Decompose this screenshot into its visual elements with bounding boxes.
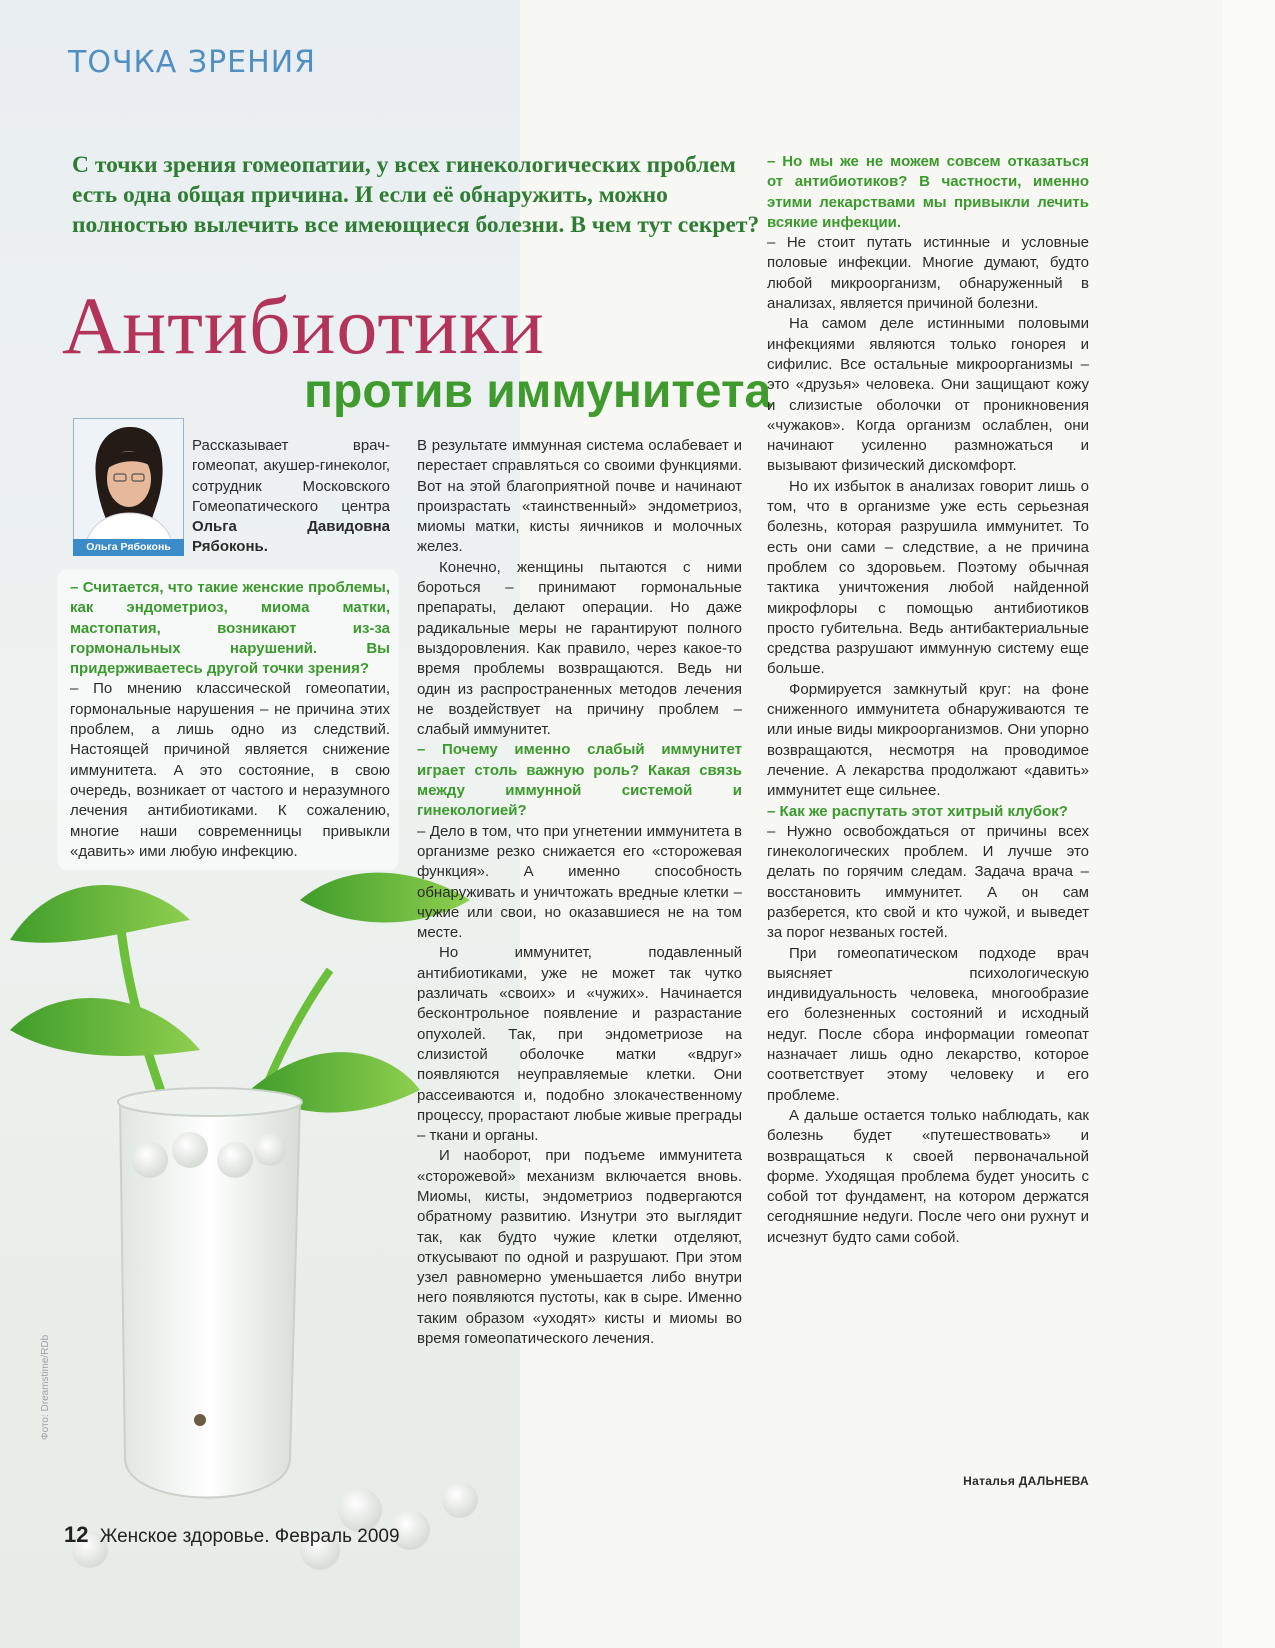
- paragraph: На самом деле истинными половыми инфекциями являются только гонорея и сифилис. Все остальные микроорганизмы – это «друзья» человека. Они защищают кожу и слизистые оболочки от проникновения «чужаков». Когда организм ослаблен, они начинают усиленно размножаться и вызывают физический дискомфорт.: [767, 315, 1089, 475]
- photo-credit: Фото: Dreamstime/RDb: [40, 1334, 51, 1440]
- paragraph: Конечно, женщины пытаются с ними бороться – принимают гормональные препараты, делают операции. Но даже радикальные меры не гарантируют полного выздоровления. Как правило, через какое-то время проблемы возвращаются. Ведь ни один из распространенных методов лечения не воздействует на причину проблем – слабый иммунитет.: [417, 558, 742, 739]
- intro-text: [192, 436, 390, 558]
- answer-3: – Не стоит путать истинные и условные половые инфекции. Многие думают, будто любой микроорганизм, обнаруженный в анализах, является причиной болезни.: [767, 234, 1089, 313]
- page-footer: [64, 1522, 400, 1548]
- headline-line1: Антибиотики: [62, 280, 545, 371]
- paragraph: И наоборот, при подъеме иммунитета «сторожевой» механизм включается вновь. Миомы, кисты, эндометриоз подвергаются обратному развитию. Изнутри это выглядит так, как будто чужие клетки отделяют, откусывают по одной и разрушают. При этом узел равномерно уменьшается либо внутри него появляются пустоты, как в сыре. Именно таким образом «уходят» кисты и миомы во время гомеопатического лечения.: [417, 1147, 742, 1348]
- page-number: 12: [64, 1522, 89, 1547]
- article-column-2: [417, 436, 742, 1349]
- question-4: – Как же распутать этот хитрый клубок?: [767, 802, 1068, 820]
- article-column-1: [70, 578, 390, 862]
- lead-paragraph: С точки зрения гомеопатии, у всех гинекологических проблем есть одна общая причина. И если её обнаружить, можно полностью вылечить все имеющиеся болезни. В чем тут секрет?: [72, 152, 760, 238]
- paragraph: А дальше остается только наблюдать, как болезнь будет «путешествовать» и возвращаться к своей первоначальной форме. Уходящая проблема будет уносить с собой тот фундамент, на котором держатся сегодняшние недуги. После чего они рухнут и исчезнут будто сами собой.: [767, 1106, 1089, 1246]
- intro-body: Рассказывает врач-гомеопат, акушер-гинеколог, сотрудник Московского Гомеопатического центра: [192, 437, 390, 515]
- article-column-3: [767, 152, 1089, 1248]
- paragraph: В результате иммунная система ослабевает и перестает справляться со своими функциями. Вот на этой благоприятной почве и начинают произрастать «таинственный» эндометриоз, миомы матки, кисты яичников и молочных желез.: [417, 437, 742, 556]
- paragraph: Формируется замкнутый круг: на фоне сниженного иммунитета обнаруживаются те или иные виды микроорганизмов. Они упорно возвращаются, несмотря на проводимое лечение. А лекарства продолжают «давить» иммунитет еще сильнее.: [767, 680, 1089, 800]
- author-photo: [73, 418, 184, 552]
- expert-name: Ольга Давидовна Рябоконь.: [192, 518, 390, 556]
- answer-1: – По мнению классической гомеопатии, гормональные нарушения – не причина этих проблем, а лишь одно из следствий. Настоящей причиной является снижение иммунитета. А это состояние, в свою очередь, возникает от частого и неразумного лечения антибиотиками. К сожалению, многие наши современницы привыкли «давить» ими любую инфекцию.: [70, 680, 390, 860]
- page-edge: [1222, 0, 1275, 1648]
- paragraph: При гомеопатическом подходе врач выясняет психологическую индивидуальность человека, многообразие его болезненных состояний и исходный недуг. После сбора информации гомеопат назначает лишь одно лекарство, которое соответствует этому человеку и его проблеме.: [767, 944, 1089, 1104]
- question-2: – Почему именно слабый иммунитет играет столь важную роль? Какая связь между иммунной системой и гинекологией?: [417, 741, 742, 820]
- portrait-icon: [74, 419, 183, 551]
- question-1: – Считается, что такие женские проблемы, как эндометриоз, миома матки, мастопатия, возникают из-за гормональных нарушений. Вы придерживаетесь другой точки зрения?: [70, 579, 390, 678]
- answer-4: – Нужно освобождаться от причины всех гинекологических проблем. И лучше это делать по горячим следам. Задача врача – восстановить иммунитет. А он сам разберется, кто свой и кто чужой, и выведет за порог незваных гостей.: [767, 822, 1089, 942]
- photo-caption: Ольга Рябоконь: [73, 539, 184, 556]
- paragraph: Но иммунитет, подавленный антибиотиками, уже не может так чутко различать «своих» и «чужих». Начинается бесконтрольное появление и разрастание опухолей. Так, при эндометриозе на слизистой оболочке матки «вдруг» появляются неуправляемые клетки. Они рассеиваются и, подобно злокачественному процессу, прорастают любые живые преграды – ткани и органы.: [417, 944, 742, 1145]
- magazine-issue: Женское здоровье. Февраль 2009: [99, 1526, 400, 1547]
- answer-2: – Дело в том, что при угнетении иммунитета в организме резко снижается его «сторожевая функция». А именно способность обнаруживать и уничтожать вредные клетки – чужие или свои, но оказавшиеся не на том месте.: [417, 822, 742, 942]
- section-label: ТОЧКА ЗРЕНИЯ: [68, 45, 316, 80]
- author-byline: Наталья ДАЛЬНЕВА: [963, 1474, 1089, 1488]
- question-3: – Но мы же не можем совсем отказаться от антибиотиков? В частности, именно этими лекарствами мы привыкли лечить всякие инфекции.: [767, 153, 1089, 231]
- paragraph: Но их избыток в анализах говорит лишь о том, что в организме уже есть серьезная болезнь, которая разрушила иммунитет. То есть они сами – следствие, а не причина проблем со здоровьем. Поэтому обычная тактика уничтожения любой найденной микрофлоры с помощью антибиотиков просто губительна. Ведь антибактериальные средства разрушают иммунную систему еще больше.: [767, 477, 1089, 678]
- headline-line2: против иммунитета: [304, 365, 772, 418]
